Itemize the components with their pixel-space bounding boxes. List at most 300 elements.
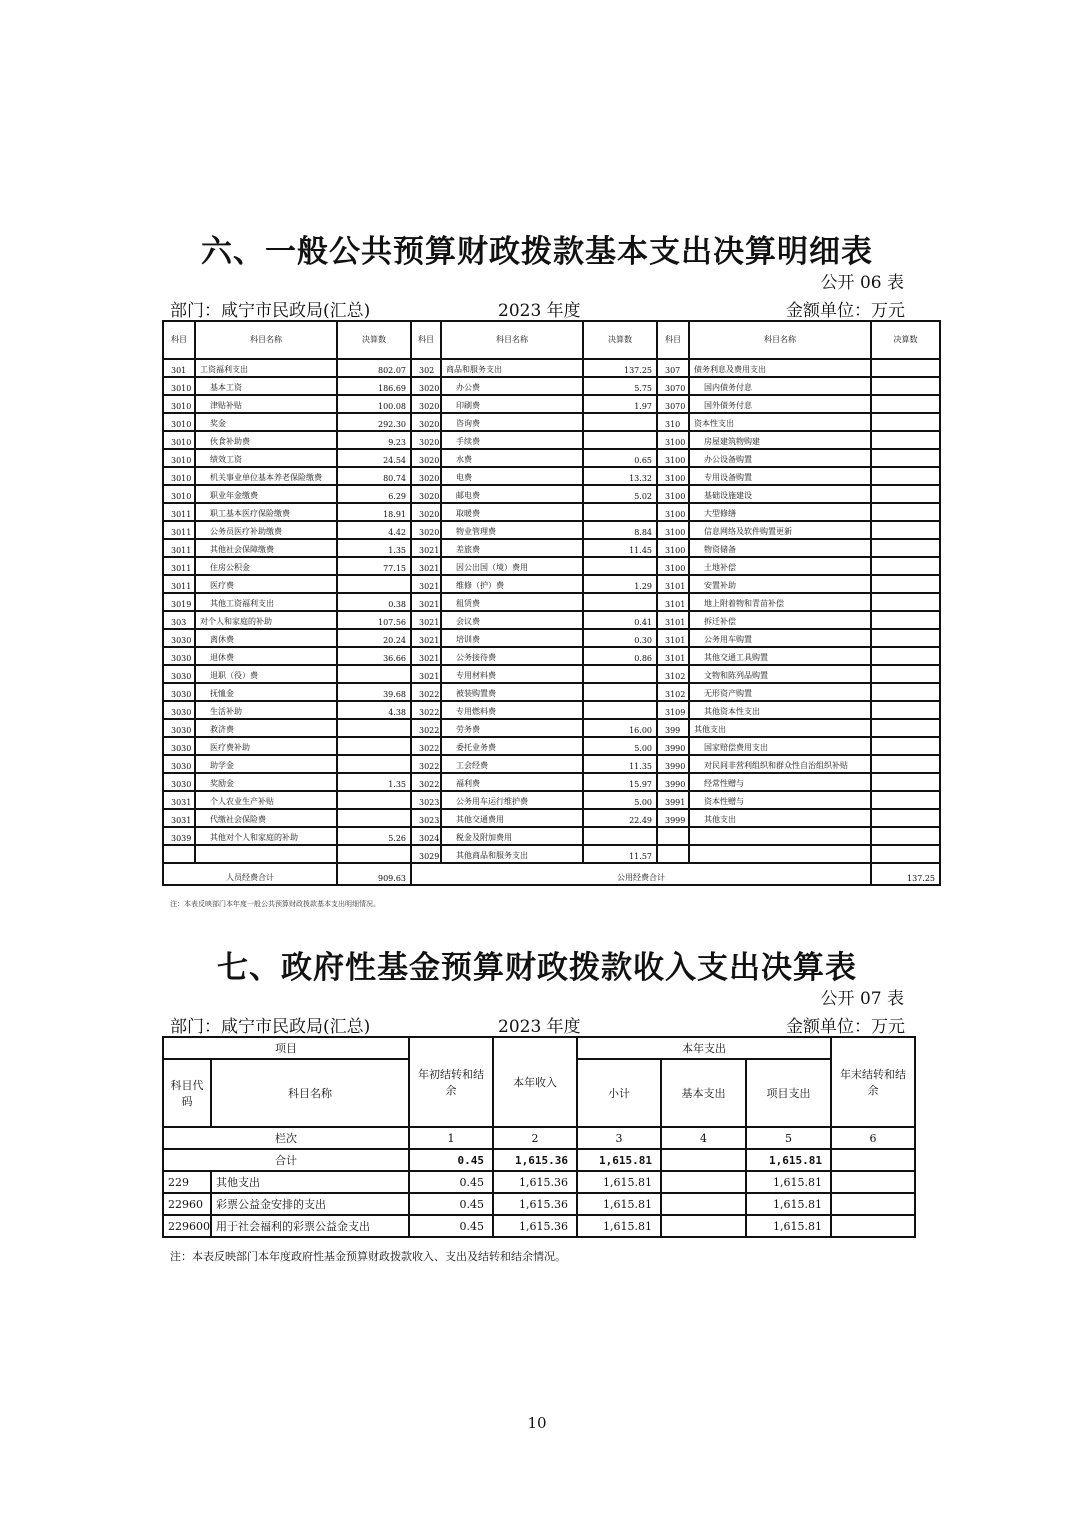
subject-name: 国家赔偿费用支出 [689, 737, 871, 755]
table7-form-number: 公开 07 表 [820, 989, 904, 1009]
subject-name: 咨询费 [441, 413, 583, 431]
subject-code: 3022 [411, 683, 441, 701]
total-personnel-value: 909.63 [337, 863, 411, 885]
subject-amount [871, 395, 940, 413]
subject-name: 退休费 [195, 647, 337, 665]
subject-name: 对民间非营利组织和群众性自治组织补贴 [689, 755, 871, 773]
table7-year: 2023 年度 [498, 1017, 581, 1037]
cell-opening: 0.45 [409, 1215, 493, 1237]
table6-row [163, 449, 940, 467]
header-expense: 本年支出 [577, 1037, 831, 1059]
table7-total-row [163, 1149, 915, 1171]
table6-row [163, 773, 940, 791]
subject-name: 其他对个人和家庭的补助 [195, 827, 337, 845]
subject-code: 3100 [657, 449, 689, 467]
subject-amount: 0.65 [583, 449, 657, 467]
subject-code: 307 [657, 359, 689, 377]
table7-column-index-row [163, 1127, 915, 1149]
subject-amount [871, 575, 940, 593]
subject-amount: 0.41 [583, 611, 657, 629]
subject-code: 3011 [163, 539, 195, 557]
subject-code: 3021 [411, 665, 441, 683]
subject-amount [337, 791, 411, 809]
header-closing: 年末结转和结余 [831, 1037, 915, 1127]
subject-code: 3020 [411, 467, 441, 485]
table6-row [163, 611, 940, 629]
subject-name: 住房公积金 [195, 557, 337, 575]
subject-code: 3030 [163, 773, 195, 791]
table6-row [163, 845, 940, 863]
table7-header-row-1 [163, 1037, 915, 1059]
subject-code: 3030 [163, 665, 195, 683]
subject-name: 医疗费补助 [195, 737, 337, 755]
subject-name: 基础设施建设 [689, 485, 871, 503]
subject-name: 其他支出 [689, 719, 871, 737]
subject-amount: 0.30 [583, 629, 657, 647]
subject-code: 3021 [411, 611, 441, 629]
subject-amount: 11.35 [583, 755, 657, 773]
subject-code: 3022 [411, 701, 441, 719]
subject-name: 培训费 [441, 629, 583, 647]
subject-amount [583, 683, 657, 701]
subject-amount [583, 503, 657, 521]
subject-code: 3999 [657, 809, 689, 827]
table6-basic-expenditure [162, 320, 941, 886]
subject-amount: 0.86 [583, 647, 657, 665]
subject-amount: 18.91 [337, 503, 411, 521]
column-index: 6 [831, 1127, 915, 1149]
subject-code [657, 827, 689, 845]
subject-amount: 39.68 [337, 683, 411, 701]
header-code: 科目 [657, 321, 689, 359]
subject-amount: 1.35 [337, 773, 411, 791]
subject-amount: 1.35 [337, 539, 411, 557]
subject-amount [871, 737, 940, 755]
subject-code: 3021 [411, 647, 441, 665]
subject-amount: 5.00 [583, 791, 657, 809]
subject-code: 3101 [657, 575, 689, 593]
subject-code: 3100 [657, 539, 689, 557]
header-opening: 年初结转和结余 [409, 1037, 493, 1127]
subject-code: 3100 [657, 467, 689, 485]
subject-code: 3070 [657, 377, 689, 395]
column-index: 4 [661, 1127, 746, 1149]
subject-name: 其他社会保障缴费 [195, 539, 337, 557]
subject-name: 资本性赠与 [689, 791, 871, 809]
subject-code: 3020 [411, 521, 441, 539]
cell-project: 1,615.81 [746, 1215, 831, 1237]
column-index-label: 栏次 [163, 1127, 409, 1149]
subject-name: 经常性赠与 [689, 773, 871, 791]
subject-amount: 13.32 [583, 467, 657, 485]
header-name: 科目名称 [211, 1059, 409, 1127]
subject-name: 租赁费 [441, 593, 583, 611]
table6-row [163, 719, 940, 737]
subject-name: 离休费 [195, 629, 337, 647]
subject-amount: 11.45 [583, 539, 657, 557]
subject-code: 303 [163, 611, 195, 629]
total-opening: 0.45 [409, 1149, 493, 1171]
table6-row [163, 791, 940, 809]
subject-amount [871, 377, 940, 395]
header-amount: 决算数 [583, 321, 657, 359]
subject-amount [337, 845, 411, 863]
subject-name: 职业年金缴费 [195, 485, 337, 503]
subject-name: 地上附着物和青苗补偿 [689, 593, 871, 611]
subject-code: 3100 [657, 431, 689, 449]
subject-name: 办公设备购置 [689, 449, 871, 467]
subject-amount: 24.54 [337, 449, 411, 467]
total-project: 1,615.81 [746, 1149, 831, 1171]
table6-row [163, 539, 940, 557]
subject-amount: 5.75 [583, 377, 657, 395]
subject-name: 奖金 [195, 413, 337, 431]
table6-row [163, 629, 940, 647]
table7-row [163, 1171, 915, 1193]
subject-code: 3020 [411, 377, 441, 395]
subject-name: 其他交通费用 [441, 809, 583, 827]
subject-name: 专用设备购置 [689, 467, 871, 485]
subject-code: 3021 [411, 575, 441, 593]
subject-amount: 1.97 [583, 395, 657, 413]
subject-code: 3029 [411, 845, 441, 863]
subject-code: 310 [657, 413, 689, 431]
subject-code: 3031 [163, 809, 195, 827]
cell-project: 1,615.81 [746, 1193, 831, 1215]
subject-code: 3100 [657, 557, 689, 575]
subject-name: 办公费 [441, 377, 583, 395]
subject-amount [871, 521, 940, 539]
subject-code: 3020 [411, 485, 441, 503]
subject-name: 津贴补贴 [195, 395, 337, 413]
total-personnel-label: 人员经费合计 [163, 863, 337, 885]
table6-row [163, 431, 940, 449]
subject-name: 救济费 [195, 719, 337, 737]
cell-income: 1,615.36 [493, 1171, 577, 1193]
total-basic [661, 1149, 746, 1171]
table6-row [163, 413, 940, 431]
subject-name: 退职（役）费 [195, 665, 337, 683]
header-code: 科目代码 [163, 1059, 211, 1127]
subject-name [689, 827, 871, 845]
subject-amount [871, 503, 940, 521]
subject-code: 3020 [411, 413, 441, 431]
subject-name: 维修（护）费 [441, 575, 583, 593]
header-item: 项目 [163, 1037, 409, 1059]
subject-amount [337, 809, 411, 827]
subject-amount [871, 431, 940, 449]
header-project: 项目支出 [746, 1059, 831, 1127]
subject-code: 3101 [657, 611, 689, 629]
cell-name: 用于社会福利的彩票公益金支出 [211, 1215, 409, 1237]
subject-name: 工资福利支出 [195, 359, 337, 377]
total-public-label: 公用经费合计 [411, 863, 871, 885]
subject-name: 印刷费 [441, 395, 583, 413]
table6-row [163, 503, 940, 521]
subject-code: 3030 [163, 737, 195, 755]
subject-code: 3990 [657, 755, 689, 773]
table7-row [163, 1193, 915, 1215]
subject-code: 3991 [657, 791, 689, 809]
subject-name: 债务利息及费用支出 [689, 359, 871, 377]
cell-closing [831, 1215, 915, 1237]
table6-row [163, 647, 940, 665]
cell-subtotal: 1,615.81 [577, 1171, 661, 1193]
subject-code: 3011 [163, 503, 195, 521]
table6-row [163, 395, 940, 413]
subject-code: 3020 [411, 395, 441, 413]
subject-amount: 16.00 [583, 719, 657, 737]
subject-name: 房屋建筑物购建 [689, 431, 871, 449]
subject-amount: 0.38 [337, 593, 411, 611]
cell-subtotal: 1,615.81 [577, 1193, 661, 1215]
table6-row [163, 827, 940, 845]
subject-amount [337, 665, 411, 683]
subject-amount [871, 485, 940, 503]
subject-code: 3102 [657, 665, 689, 683]
subject-amount [583, 413, 657, 431]
subject-amount [871, 719, 940, 737]
table7-row [163, 1215, 915, 1237]
header-basic: 基本支出 [661, 1059, 746, 1127]
subject-code: 3023 [411, 791, 441, 809]
header-name: 科目名称 [441, 321, 583, 359]
subject-code: 3011 [163, 521, 195, 539]
cell-basic [661, 1193, 746, 1215]
total-public-value: 137.25 [871, 863, 940, 885]
subject-amount [337, 755, 411, 773]
subject-name: 无形资产购置 [689, 683, 871, 701]
cell-income: 1,615.36 [493, 1215, 577, 1237]
table6-row [163, 359, 940, 377]
subject-name: 助学金 [195, 755, 337, 773]
subject-name: 电费 [441, 467, 583, 485]
subject-name: 公务接待费 [441, 647, 583, 665]
subject-amount [871, 539, 940, 557]
header-subtotal: 小计 [577, 1059, 661, 1127]
table6-note: 注：本表反映部门本年度一般公共预算财政拨款基本支出明细情况。 [170, 900, 380, 908]
total-income: 1,615.36 [493, 1149, 577, 1171]
table6-row [163, 701, 940, 719]
subject-code: 3100 [657, 503, 689, 521]
subject-amount [583, 593, 657, 611]
subject-amount: 802.07 [337, 359, 411, 377]
subject-amount [583, 557, 657, 575]
subject-amount: 5.26 [337, 827, 411, 845]
subject-amount: 107.56 [337, 611, 411, 629]
header-name: 科目名称 [195, 321, 337, 359]
cell-closing [831, 1193, 915, 1215]
table6-header-row [163, 321, 940, 359]
subject-name: 国外债务付息 [689, 395, 871, 413]
subject-name: 其他交通工具购置 [689, 647, 871, 665]
subject-name: 医疗费 [195, 575, 337, 593]
subject-name: 物资储备 [689, 539, 871, 557]
subject-name: 信息网络及软件购置更新 [689, 521, 871, 539]
subject-amount [871, 665, 940, 683]
subject-code: 3030 [163, 755, 195, 773]
subject-name: 伙食补助费 [195, 431, 337, 449]
subject-code: 3010 [163, 449, 195, 467]
subject-amount [871, 647, 940, 665]
subject-code: 3100 [657, 485, 689, 503]
subject-code: 3010 [163, 467, 195, 485]
subject-code: 3030 [163, 629, 195, 647]
table6-form-number: 公开 06 表 [820, 273, 904, 293]
cell-closing [831, 1171, 915, 1193]
subject-code: 3020 [411, 449, 441, 467]
subject-code: 3990 [657, 737, 689, 755]
subject-code: 3011 [163, 557, 195, 575]
table7-fund-budget [162, 1036, 916, 1238]
subject-code: 302 [411, 359, 441, 377]
table7-title: 七、政府性基金预算财政拨款收入支出决算表 [217, 950, 857, 986]
subject-name: 其他资本性支出 [689, 701, 871, 719]
subject-code: 3030 [163, 647, 195, 665]
cell-name: 其他支出 [211, 1171, 409, 1193]
subject-amount [871, 593, 940, 611]
subject-amount [337, 575, 411, 593]
subject-code: 3030 [163, 719, 195, 737]
cell-basic [661, 1215, 746, 1237]
table6-row [163, 521, 940, 539]
subject-code: 3010 [163, 485, 195, 503]
table6-row [163, 377, 940, 395]
subject-amount [871, 773, 940, 791]
subject-name: 公务用车运行维护费 [441, 791, 583, 809]
column-index: 1 [409, 1127, 493, 1149]
table6-row [163, 809, 940, 827]
subject-name: 邮电费 [441, 485, 583, 503]
subject-code: 301 [163, 359, 195, 377]
subject-code: 3030 [163, 701, 195, 719]
subject-code: 3990 [657, 773, 689, 791]
subject-name: 公务员医疗补助缴费 [195, 521, 337, 539]
subject-amount: 22.49 [583, 809, 657, 827]
column-index: 3 [577, 1127, 661, 1149]
subject-name: 税金及附加费用 [441, 827, 583, 845]
subject-amount: 100.08 [337, 395, 411, 413]
header-amount: 决算数 [337, 321, 411, 359]
cell-opening: 0.45 [409, 1193, 493, 1215]
subject-code: 3020 [411, 503, 441, 521]
subject-code: 3070 [657, 395, 689, 413]
subject-code: 3031 [163, 791, 195, 809]
cell-basic [661, 1171, 746, 1193]
subject-amount [337, 719, 411, 737]
cell-name: 彩票公益金安排的支出 [211, 1193, 409, 1215]
subject-code: 3109 [657, 701, 689, 719]
subject-amount [583, 827, 657, 845]
subject-name: 商品和服务支出 [441, 359, 583, 377]
header-name: 科目名称 [689, 321, 871, 359]
subject-amount [871, 827, 940, 845]
subject-amount: 9.23 [337, 431, 411, 449]
subject-name: 劳务费 [441, 719, 583, 737]
subject-name: 因公出国（境）费用 [441, 557, 583, 575]
table6-title: 六、一般公共预算财政拨款基本支出决算明细表 [201, 234, 873, 270]
table6-row [163, 467, 940, 485]
cell-income: 1,615.36 [493, 1193, 577, 1215]
subject-code: 3021 [411, 629, 441, 647]
subject-code: 3020 [411, 431, 441, 449]
subject-name: 专用燃料费 [441, 701, 583, 719]
cell-subtotal: 1,615.81 [577, 1215, 661, 1237]
subject-code: 3019 [163, 593, 195, 611]
subject-code: 3010 [163, 413, 195, 431]
subject-code: 3101 [657, 647, 689, 665]
subject-name: 其他商品和服务支出 [441, 845, 583, 863]
subject-name: 职工基本医疗保险缴费 [195, 503, 337, 521]
subject-code: 3010 [163, 431, 195, 449]
subject-name: 国内债务付息 [689, 377, 871, 395]
total-subtotal: 1,615.81 [577, 1149, 661, 1171]
table6-row [163, 737, 940, 755]
page-number: 10 [527, 1414, 547, 1432]
subject-name: 大型修缮 [689, 503, 871, 521]
subject-amount [871, 791, 940, 809]
subject-amount: 4.42 [337, 521, 411, 539]
table7-note: 注：本表反映部门本年度政府性基金预算财政拨款收入、支出及结转和结余情况。 [170, 1250, 566, 1263]
table6-row [163, 665, 940, 683]
column-index: 5 [746, 1127, 831, 1149]
subject-amount: 4.38 [337, 701, 411, 719]
subject-code: 3011 [163, 575, 195, 593]
subject-name: 取暖费 [441, 503, 583, 521]
subject-code: 3024 [411, 827, 441, 845]
subject-name: 抚恤金 [195, 683, 337, 701]
subject-amount [871, 701, 940, 719]
total-label: 合计 [163, 1149, 409, 1171]
subject-amount [871, 467, 940, 485]
subject-amount: 137.25 [583, 359, 657, 377]
header-amount: 决算数 [871, 321, 940, 359]
subject-amount [871, 359, 940, 377]
subject-code: 3100 [657, 521, 689, 539]
subject-code: 3102 [657, 683, 689, 701]
subject-name: 文物和陈列品购置 [689, 665, 871, 683]
subject-amount [871, 629, 940, 647]
subject-amount: 36.66 [337, 647, 411, 665]
cell-opening: 0.45 [409, 1171, 493, 1193]
subject-name: 工会经费 [441, 755, 583, 773]
subject-amount [871, 755, 940, 773]
subject-name: 绩效工资 [195, 449, 337, 467]
table6-year: 2023 年度 [498, 301, 581, 321]
cell-code: 229 [163, 1171, 211, 1193]
subject-code: 3023 [411, 809, 441, 827]
subject-amount [583, 665, 657, 683]
subject-amount: 6.29 [337, 485, 411, 503]
table7-unit: 金额单位：万元 [786, 1017, 905, 1037]
subject-amount: 11.57 [583, 845, 657, 863]
subject-amount: 292.30 [337, 413, 411, 431]
subject-code: 3021 [411, 539, 441, 557]
subject-amount: 8.84 [583, 521, 657, 539]
subject-amount: 186.69 [337, 377, 411, 395]
subject-amount [871, 557, 940, 575]
subject-name: 土地补偿 [689, 557, 871, 575]
subject-amount [871, 449, 940, 467]
subject-name: 对个人和家庭的补助 [195, 611, 337, 629]
subject-amount [871, 413, 940, 431]
subject-code: 3022 [411, 719, 441, 737]
subject-name: 差旅费 [441, 539, 583, 557]
subject-name: 物业管理费 [441, 521, 583, 539]
subject-code: 3010 [163, 395, 195, 413]
subject-name: 被装购置费 [441, 683, 583, 701]
subject-code: 3010 [163, 377, 195, 395]
